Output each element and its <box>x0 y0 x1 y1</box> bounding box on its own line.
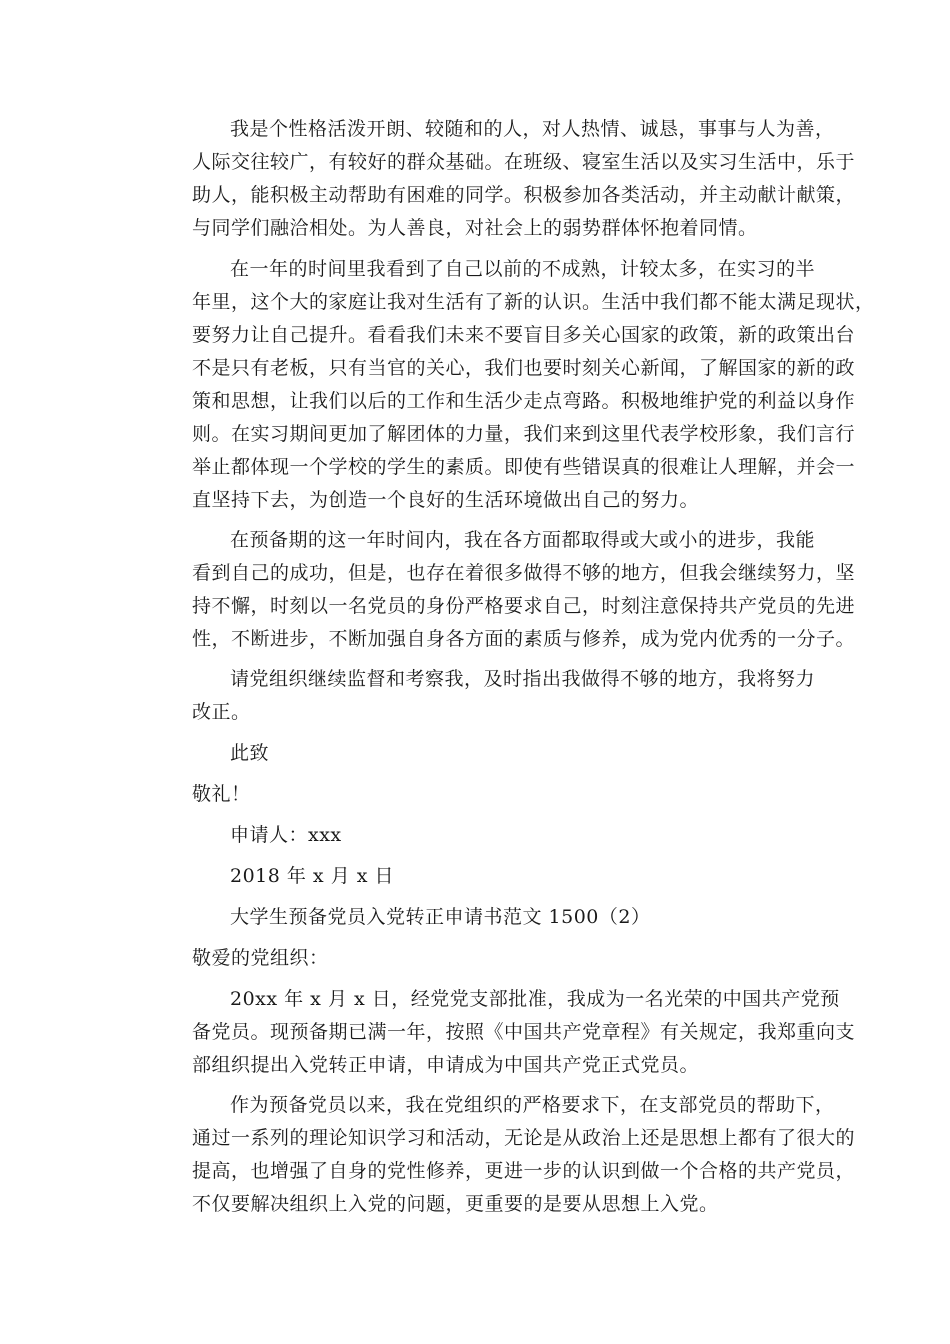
paragraph-3-line-1: 在预备期的这一年时间内，我在各方面都取得或大或小的进步，我能 <box>230 529 816 551</box>
closing-cizhi: 此致 <box>230 742 270 764</box>
paragraph-2-line-7: 举止都体现一个学校的学生的素质。即使有些错误真的很难让人理解，并会一 <box>192 456 856 478</box>
paragraph-6-line-4: 不仅要解决组织上入党的问题，更重要的是要从思想上入党。 <box>192 1193 719 1215</box>
paragraph-3-line-4: 性，不断进步，不断加强自身各方面的素质与修养，成为党内优秀的一分子。 <box>192 628 856 650</box>
paragraph-1-line-3: 助人，能积极主动帮助有困难的同学。积极参加各类活动，并主动献计献策， <box>192 184 856 206</box>
paragraph-1-line-2: 人际交往较广，有较好的群众基础。在班级、寝室生活以及实习生活中，乐于 <box>192 151 856 173</box>
paragraph-1-line-1: 我是个性格活泼开朗、较随和的人，对人热情、诚恳，事事与人为善， <box>230 118 835 140</box>
paragraph-4-line-2: 改正。 <box>192 701 251 723</box>
paragraph-5-line-1: 20xx 年 x 月 x 日，经党党支部批准，我成为一名光荣的中国共产党预 <box>230 988 840 1010</box>
paragraph-6-line-3: 提高，也增强了自身的党性修养，更进一步的认识到做一个合格的共产党员， <box>192 1160 856 1182</box>
paragraph-2-line-8: 直坚持下去，为创造一个良好的生活环境做出自己的努力。 <box>192 489 700 511</box>
salutation: 敬爱的党组织： <box>192 947 329 969</box>
paragraph-6-line-1: 作为预备党员以来，我在党组织的严格要求下，在支部党员的帮助下， <box>230 1094 835 1116</box>
paragraph-5-line-2: 备党员。现预备期已满一年，按照《中国共产党章程》有关规定，我郑重向支 <box>192 1021 856 1043</box>
paragraph-5-line-3: 部组织提出入党转正申请，申请成为中国共产党正式党员。 <box>192 1054 700 1076</box>
paragraph-2-line-5: 策和思想，让我们以后的工作和生活少走点弯路。积极地维护党的利益以身作 <box>192 390 856 412</box>
applicant-name: 申请人：xxx <box>230 824 342 846</box>
paragraph-2-line-1: 在一年的时间里我看到了自己以前的不成熟，计较太多，在实习的半 <box>230 258 816 280</box>
second-letter-title: 大学生预备党员入党转正申请书范文 1500（2） <box>230 906 651 928</box>
paragraph-6-line-2: 通过一系列的理论知识学习和活动，无论是从政治上还是思想上都有了很大的 <box>192 1127 856 1149</box>
paragraph-2-line-2: 年里，这个大的家庭让我对生活有了新的认识。生活中我们都不能太满足现状， <box>192 291 875 313</box>
closing-jingli: 敬礼！ <box>192 783 251 805</box>
paragraph-3-line-2: 看到自己的成功，但是，也存在着很多做得不够的地方，但我会继续努力，坚 <box>192 562 856 584</box>
paragraph-2-line-6: 则。在实习期间更加了解团体的力量，我们来到这里代表学校形象，我们言行 <box>192 423 856 445</box>
application-date: 2018 年 x 月 x 日 <box>230 865 394 887</box>
paragraph-4-line-1: 请党组织继续监督和考察我，及时指出我做得不够的地方，我将努力 <box>230 668 816 690</box>
paragraph-2-line-3: 要努力让自己提升。看看我们未来不要盲目多关心国家的政策，新的政策出台 <box>192 324 856 346</box>
paragraph-3-line-3: 持不懈，时刻以一名党员的身份严格要求自己，时刻注意保持共产党员的先进 <box>192 595 856 617</box>
paragraph-1-line-4: 与同学们融洽相处。为人善良，对社会上的弱势群体怀抱着同情。 <box>192 217 758 239</box>
paragraph-2-line-4: 不是只有老板，只有当官的关心，我们也要时刻关心新闻，了解国家的新的政 <box>192 357 856 379</box>
